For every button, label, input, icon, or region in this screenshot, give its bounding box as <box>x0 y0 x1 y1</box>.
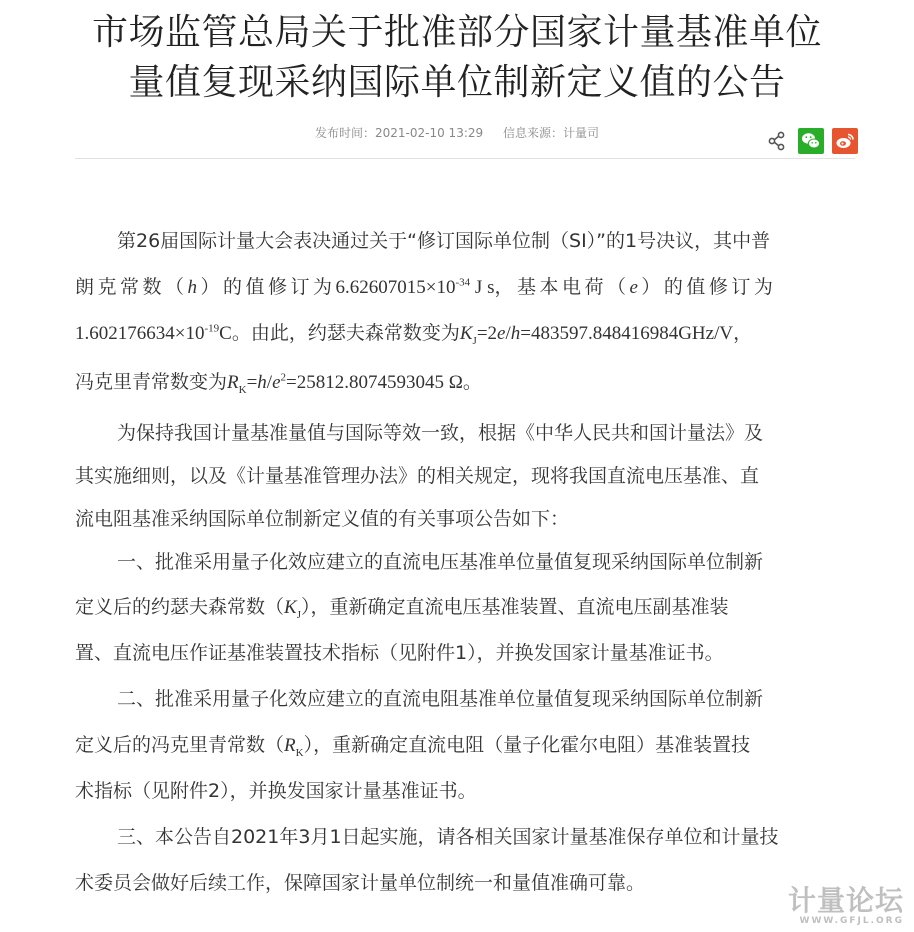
p1-line2: 朗克常数（h）的值修订为$6.62607015\times 10^{-34}$ J s，基本电荷（e）的值修订为 <box>75 276 777 298</box>
p4-line3: 术指标（见附件2），并换发国家计量基准证书。 <box>75 780 477 802</box>
p4-line2: 定义后的冯克里青常数$(R_K)$，重新确定直流电阻（量子化霍尔电阻）基准装置技 <box>75 734 751 759</box>
source-value: 计量司 <box>562 126 599 140</box>
share-icon[interactable] <box>764 128 790 154</box>
p3-line1: 一、批准采用量子化效应建立的直流电压基准单位量值复现采纳国际单位制新 <box>117 551 764 573</box>
source-label: 信息来源： <box>502 126 563 140</box>
title-line-1: 市场监管总局关于批准部分国家计量基准单位 <box>91 12 822 53</box>
p4-line1: 二、批准采用量子化效应建立的直流电阻基准单位量值复现采纳国际单位制新 <box>117 688 764 710</box>
watermark <box>788 886 904 926</box>
weibo-icon[interactable] <box>832 128 858 154</box>
p2-line3: 流电阻基准采纳国际单位制新定义值的有关事项公告如下： <box>75 508 570 530</box>
p2-line2: 其实施细则，以及《计量基准管理办法》的相关规定，现将我国直流电压基准、直 <box>75 465 760 487</box>
p1-line3: $1.602176634\times 10^{-19}C$。由此，约瑟夫森常数变为$K_J=2e/h=483597.848416984GHz/V$， <box>75 322 753 347</box>
article-title <box>20 8 894 108</box>
publish-time-value: 2021-02-10 13:29 <box>375 126 484 140</box>
p5-line2: 术委员会做好后续工作，保障国家计量单位制统一和量值准确可靠。 <box>75 872 646 894</box>
publish-time-label: 发布时间： <box>314 126 375 140</box>
watermark-url: WWW.GFJL.ORG <box>799 916 904 926</box>
p5-line1: 三、本公告自2021年3月1日起实施，请各相关国家计量基准保存单位和计量技 <box>117 826 779 848</box>
header-divider <box>75 158 855 159</box>
p3-line2: 定义后的约瑟夫森常数$(K_J)$，重新确定直流电压基准装置、直流电压副基准装 <box>75 596 729 621</box>
title-line-2: 量值复现采纳国际单位制新定义值的公告 <box>128 62 786 103</box>
p1-line4: 冯克里青常数变为$R_K=h/e^2=25812.8074593045$ Ω。 <box>75 371 482 396</box>
wechat-icon[interactable] <box>798 128 824 154</box>
watermark-text: 计量论坛 <box>787 884 904 917</box>
article-body <box>75 218 857 906</box>
p3-line3: 置、直流电压作证基准装置技术指标（见附件1），并换发国家计量基准证书。 <box>75 642 724 664</box>
publish-time <box>315 124 483 141</box>
share-bar <box>764 128 858 154</box>
p2-line1: 为保持我国计量基准量值与国际等效一致，根据《中华人民共和国计量法》及 <box>117 422 764 444</box>
p1-line1: 第26届国际计量大会表决通过关于“修订国际单位制（SI）”的1号决议，其中普 <box>117 230 771 252</box>
source <box>503 124 599 141</box>
